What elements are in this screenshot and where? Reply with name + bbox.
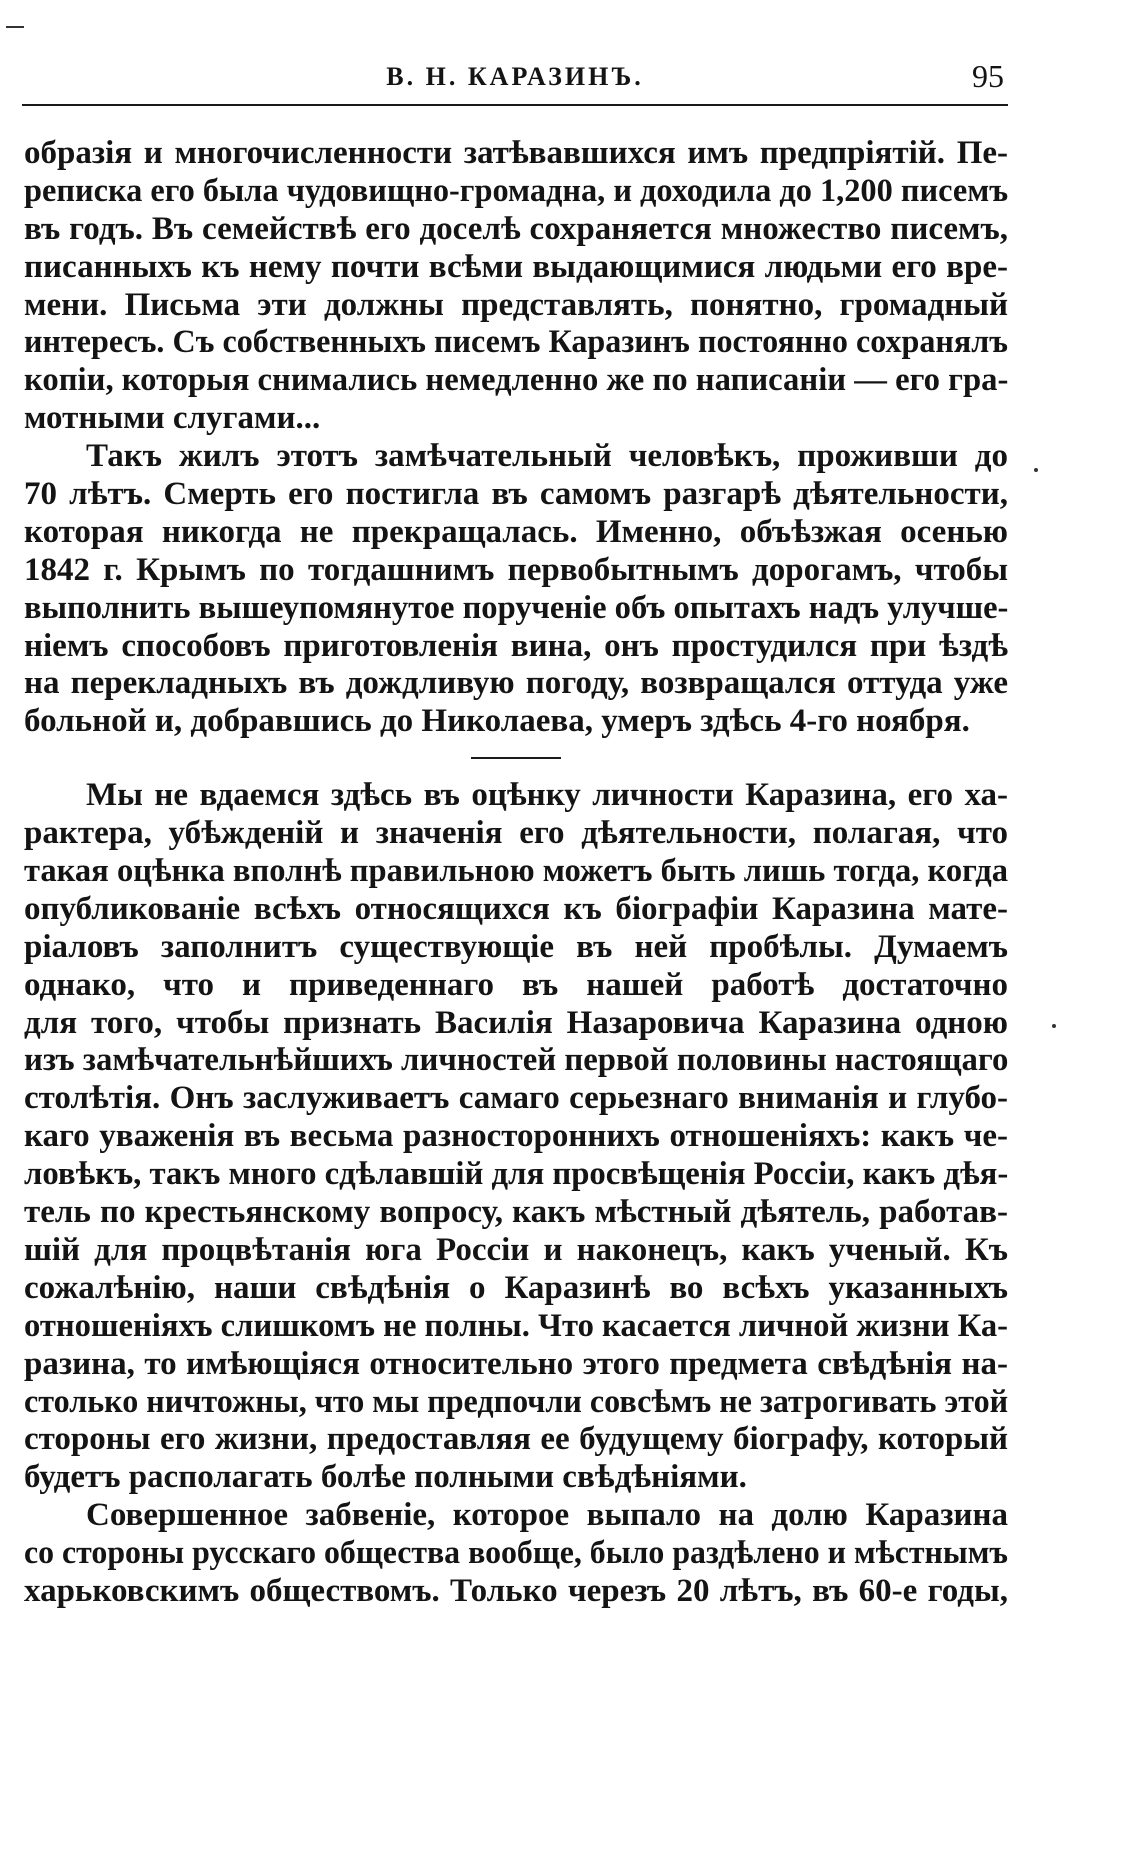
header-rule (22, 104, 1008, 106)
text-line: 1842 г. Крымъ по тогдашнимъ первобытнымъ дорогамъ, чтобы (24, 551, 1008, 588)
text-line: выполнить вышеупомянутое порученіе объ опытахъ надъ улучше- (24, 589, 1009, 626)
text-line: интересъ. Съ собственныхъ писемъ Каразинъ постоянно сохранялъ (24, 324, 1008, 361)
text-line: каго уваженія въ весьма разностороннихъ отношеніяхъ: какъ че- (24, 1118, 1008, 1155)
scan-dot (1034, 468, 1038, 472)
text-line: шій для процвѣтанія юга Россіи и наконецъ, какъ ученый. Къ (24, 1231, 1008, 1268)
text-line: больной и, добравшись до Николаева, умеръ здѣсь 4-го ноября. (24, 703, 970, 740)
text-line: Такъ жилъ этотъ замѣчательный человѣкъ, проживши до (86, 438, 1008, 475)
text-line: стороны его жизни, предоставляя ее будущему біографу, который (24, 1421, 1008, 1458)
text-line: со стороны русскаго общества вообще, было раздѣлено и мѣстнымъ (24, 1535, 1008, 1572)
text-line: тель по крестьянскому вопросу, какъ мѣстный дѣятель, работав- (24, 1194, 1008, 1231)
paragraph-continuation (24, 135, 1008, 438)
scan-mark (6, 26, 24, 28)
text-line: сожалѣнію, наши свѣдѣнія о Каразинѣ во всѣхъ указанныхъ (24, 1269, 1008, 1306)
page-number: 95 (972, 58, 1004, 94)
text-line: ніемъ способовъ приготовленія вина, онъ простудился при ѣздѣ (24, 627, 1008, 664)
text-line: на перекладныхъ въ дождливую погоду, возвращался оттуда уже (24, 665, 1008, 702)
text-line: мотными слугами... (24, 400, 321, 437)
text-line: которая никогда не прекращалась. Именно, объѣзжая осенью (24, 513, 1008, 550)
page-header (22, 54, 1008, 106)
text-line: столѣтія. Онъ заслуживаетъ самаго серьезнаго вниманія и глубо- (24, 1080, 1008, 1117)
paragraph-oblivion (24, 1497, 1008, 1611)
body-text (24, 135, 1008, 1611)
scan-dot (1052, 1024, 1056, 1028)
text-line: ріаловъ заполнитъ существующіе въ ней пробѣлы. Думаемъ (24, 928, 1008, 965)
text-line: такая оцѣнка вполнѣ правильною можетъ быть лишь тогда, когда (24, 853, 1009, 890)
text-line: для того, чтобы признать Василія Назаровича Каразина одною (24, 1004, 1008, 1041)
text-line: отношеніяхъ слишкомъ не полны. Что касается личной жизни Ка- (24, 1307, 1009, 1344)
text-line: копіи, которыя снимались немедленно же по написаніи — его гра- (24, 362, 1009, 399)
text-line: рактера, убѣжденій и значенія его дѣятельности, полагая, что (24, 815, 1008, 852)
text-line: образія и многочисленности затѣвавшихся имъ предпріятій. Пе- (24, 135, 1008, 171)
section-divider (471, 757, 561, 759)
text-line: 70 лѣтъ. Смерть его постигла въ самомъ разгарѣ дѣятельности, (24, 476, 1008, 513)
text-line: реписка его была чудовищно-громадна, и доходила до 1,200 писемъ (24, 172, 1009, 209)
text-line: будетъ располагать болѣе полными свѣдѣніями. (24, 1459, 747, 1496)
running-title: В. Н. КАРАЗИНЪ. (386, 62, 644, 91)
text-line: ловѣкъ, такъ много сдѣлавшій для просвѣщенія Россіи, какъ дѣя- (24, 1156, 1009, 1193)
text-line: въ годъ. Въ семействѣ его доселѣ сохраняется множество писемъ, (24, 210, 1008, 247)
text-line: однако, что и приведеннаго въ нашей работѣ достаточно (24, 966, 1008, 1003)
text-line: мени. Письма эти должны представлять, понятно, громадный (24, 286, 1008, 323)
text-line: столько ничтожны, что мы предпочли совсѣмъ не затрогивать этой (24, 1383, 1009, 1420)
text-line: разина, то имѣющіяся относительно этого предмета свѣдѣнія на- (24, 1345, 1008, 1382)
text-line: опубликованіе всѣхъ относящихся къ біографіи Каразина мате- (24, 890, 1008, 927)
text-line: изъ замѣчательнѣйшихъ личностей первой половины настоящаго (24, 1042, 1009, 1079)
text-line: Мы не вдаемся здѣсь въ оцѣнку личности Каразина, его ха- (86, 777, 1008, 814)
paragraph-death (24, 438, 1008, 741)
text-line: писанныхъ къ нему почти всѣми выдающимися людьми его вре- (24, 248, 1008, 285)
text-line: Совершенное забвеніе, которое выпало на долю Каразина (86, 1497, 1008, 1534)
paragraph-assessment (24, 777, 1008, 1497)
text-line: харьковскимъ обществомъ. Только черезъ 20 лѣтъ, въ 60-е годы, (24, 1572, 1008, 1609)
